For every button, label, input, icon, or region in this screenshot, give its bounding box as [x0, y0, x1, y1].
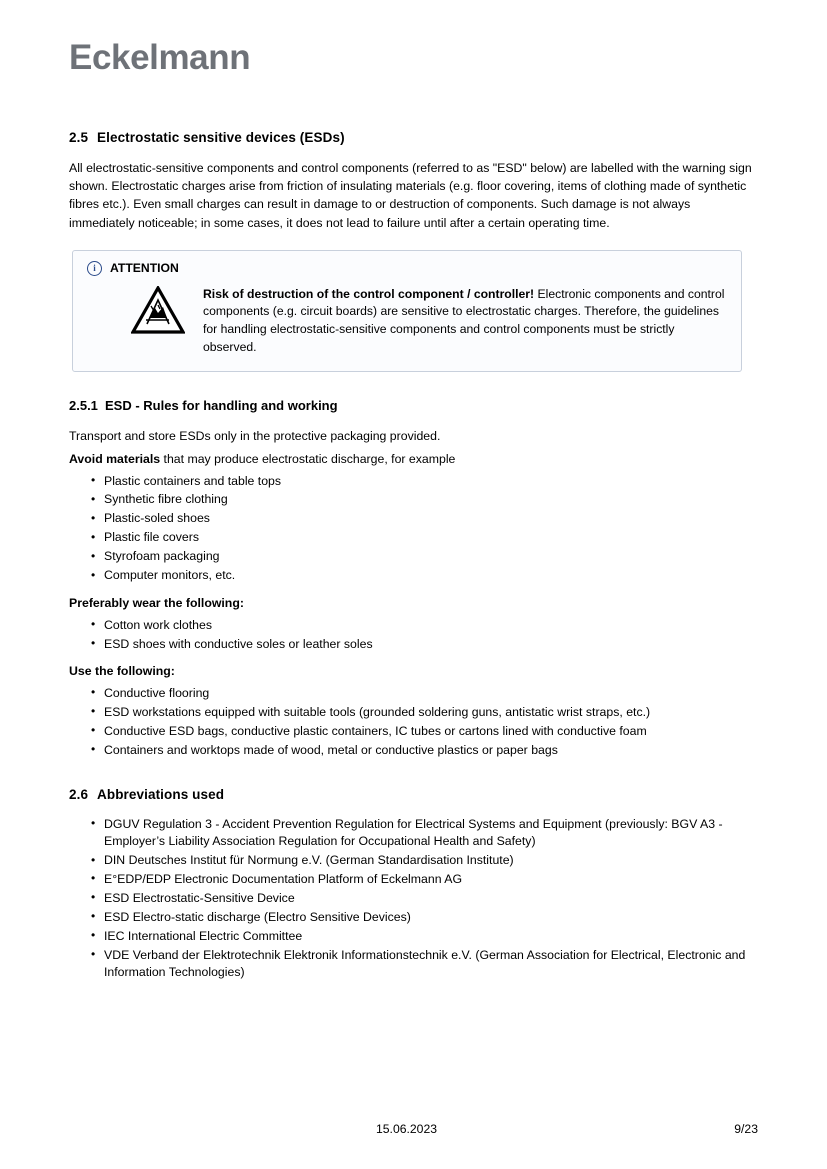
- list-item: • Plastic-soled shoes: [91, 510, 759, 527]
- document-content: [69, 130, 759, 983]
- attention-rest-text: Electronic components and control components (e.g. circuit boards) are sensitive to electrostatic charges. Therefore, the guidelines for handling electrostatic-sensitive components and control components must be strictly observed.: [203, 286, 725, 354]
- rules-intro: Transport and store ESDs only in the protective packaging provided.: [69, 428, 441, 443]
- footer-date: 15.06.2023: [376, 1122, 437, 1136]
- list-item: • Plastic containers and table tops: [91, 473, 759, 490]
- attention-text: [203, 286, 727, 357]
- list-item: • Styrofoam packaging: [91, 548, 759, 565]
- avoid-materials-list: [69, 473, 759, 585]
- list-item: • ESD shoes with conductive soles or leather soles: [91, 636, 759, 653]
- wear-heading: Preferably wear the following:: [69, 595, 244, 610]
- avoid-materials-heading: [69, 451, 759, 469]
- section-heading-abbreviations: [69, 787, 759, 802]
- list-item: • ESD Electrostatic-Sensitive Device: [91, 890, 759, 907]
- footer-page-number: 9/23: [734, 1122, 758, 1136]
- avoid-materials-bold: Avoid materials: [69, 451, 161, 466]
- esd-intro-paragraph: All electrostatic-sensitive components and control components (referred to as "ESD" below) are labelled with the warning sign shown. Electrostatic charges arise from friction of insulating materials (e.g. floor covering, items of clothing made of synthetic fibres etc.). Even small charges can result in damage to or destruction of components. Such damage is not always immediately noticeable; in some cases, it does not lead to failure until after a certain operating time.: [69, 161, 752, 230]
- section-title: Abbreviations used: [97, 786, 225, 802]
- section-number: 2.6: [69, 786, 89, 802]
- use-heading: Use the following:: [69, 663, 175, 678]
- list-item: • Cotton work clothes: [91, 617, 759, 634]
- avoid-materials-rest: that may produce electrostatic discharge, for example: [160, 451, 456, 466]
- subsection-number: 2.5.1: [69, 397, 98, 413]
- info-icon: i: [87, 261, 102, 276]
- list-item: • Computer monitors, etc.: [91, 567, 759, 584]
- list-item: • VDE Verband der Elektrotechnik Elektronik Informationstechnik e.V. (German Association for Electrical, Electronic and Information Technologies): [91, 947, 759, 982]
- wear-list: [69, 617, 759, 653]
- subsection-heading-esd-rules: [69, 398, 759, 413]
- attention-header: [87, 261, 727, 276]
- list-item: • Conductive flooring: [91, 685, 759, 702]
- list-item: • DIN Deutsches Institut für Normung e.V. (German Standardisation Institute): [91, 852, 759, 869]
- list-item: • Containers and worktops made of wood, metal or conductive plastics or paper bags: [91, 742, 759, 759]
- list-item: • Conductive ESD bags, conductive plastic containers, IC tubes or cartons lined with conductive foam: [91, 723, 759, 740]
- list-item: • Synthetic fibre clothing: [91, 491, 759, 508]
- section-title: Electrostatic sensitive devices (ESDs): [97, 130, 345, 145]
- section-number: 2.5: [69, 130, 89, 145]
- company-logo: Eckelmann: [69, 38, 251, 77]
- use-list: [69, 685, 759, 759]
- esd-warning-triangle-icon: [131, 286, 185, 334]
- list-item: • Plastic file covers: [91, 529, 759, 546]
- attention-bold-lead: Risk of destruction of the control component / controller!: [203, 286, 535, 301]
- attention-callout: [72, 250, 742, 372]
- list-item: • ESD workstations equipped with suitable tools (grounded soldering guns, antistatic wrist straps, etc.): [91, 704, 759, 721]
- list-item: • IEC International Electric Committee: [91, 928, 759, 945]
- attention-body: [87, 286, 727, 357]
- list-item: • E°EDP/EDP Electronic Documentation Platform of Eckelmann AG: [91, 871, 759, 888]
- list-item: • ESD Electro-static discharge (Electro Sensitive Devices): [91, 909, 759, 926]
- attention-label: ATTENTION: [110, 261, 179, 276]
- abbreviations-list: [69, 816, 759, 982]
- subsection-title: ESD - Rules for handling and working: [105, 397, 338, 413]
- section-heading-esd: [69, 130, 759, 145]
- list-item: • DGUV Regulation 3 - Accident Prevention Regulation for Electrical Systems and Equipment (previously: BGV A3 - Employer’s Liability Association Regulation for Occupational Health and Safety): [91, 816, 759, 851]
